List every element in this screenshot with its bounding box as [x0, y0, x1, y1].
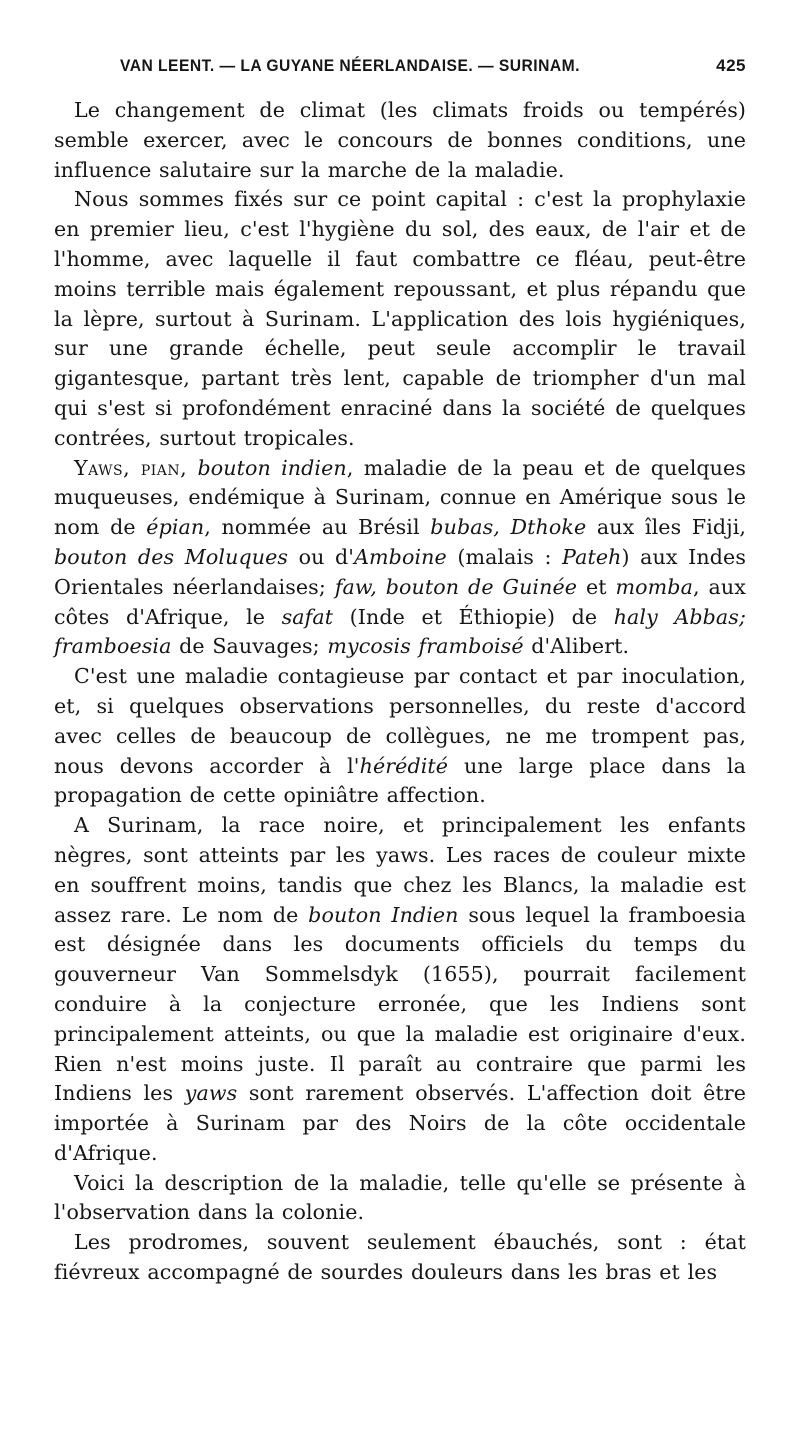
- term-bouton-indien: bouton indien: [197, 455, 347, 480]
- running-title: VAN LEENT. — LA GUYANE NÉERLANDAISE. — SURINAM.: [120, 56, 580, 75]
- term-yaws-pian: Yaws, pian,: [74, 455, 188, 480]
- paragraph-description-intro: Voici la description de la maladie, telle qu'elle se présente à l'observation dans la colonie.: [54, 1170, 746, 1225]
- running-head: [120, 56, 746, 96]
- body-text: [54, 96, 746, 1288]
- paragraph-contagion: C'est une maladie contagieuse par contact et par inoculation, et, si quelques observations personnelles, du reste d'accord avec celles de beaucoup de collègues, ne me trompent pas, nous devons accorder à l'hérédité une large place dans la propagation de cette opiniâtre affection.: [54, 664, 746, 808]
- book-page: [54, 56, 746, 1288]
- paragraph-prodromes: Les prodromes, souvent seulement ébauchés, sont : état fiévreux accompagné de sourdes douleurs dans les bras et les: [54, 1230, 746, 1285]
- paragraph-prophylaxis: Nous sommes fixés sur ce point capital : c'est la prophylaxie en premier lieu, c'est l'hygiène du sol, des eaux, de l'air et de l'homme, avec laquelle il faut combattre ce fléau, peut-être moins terrible mais également repoussant, et plus répandu que la lèpre, surtout à Surinam. L'application des lois hygiéniques, sur une grande échelle, peut seule accomplir le travail gigantesque, partant très lent, capable de triompher d'un mal qui s'est si profondément enraciné dans la société de quelques contrées, surtout tropicales.: [54, 187, 746, 450]
- page-number: 425: [716, 56, 746, 75]
- paragraph-yaws-names: Yaws, pian, bouton indien, maladie de la peau et de quelques muqueuses, endémique à Surinam, connue en Amérique sous le nom de épian, nommée au Brésil bubas, Dthoke aux îles Fidji, bouton des Moluques ou d'Amboine (malais : Pateh) aux Indes Orientales néerlandaises; faw, bouton de Guinée et momba, aux côtes d'Afrique, le safat (Inde et Éthiopie) de haly Abbas; framboesia de Sauvages; mycosis framboisé d'Alibert.: [54, 455, 747, 659]
- paragraph-climate: Le changement de climat (les climats froids ou tempérés) semble exercer, avec le concours de bonnes conditions, une influence salutaire sur la marche de la maladie.: [54, 98, 746, 182]
- paragraph-surinam-races: A Surinam, la race noire, et principalement les enfants nègres, sont atteints par les yaws. Les races de couleur mixte en souffrent moins, tandis que chez les Blancs, la maladie est assez rare. Le nom de bouton Indien sous lequel la framboesia est désignée dans les documents officiels du temps du gouverneur Van Sommelsdyk (1655), pourrait facilement conduire à la conjecture erronée, que les Indiens sont principalement atteints, ou que la maladie est originaire d'eux. Rien n'est moins juste. Il paraît au contraire que parmi les Indiens les yaws sont rarement observés. L'affection doit être importée à Surinam par des Noirs de la côte occidentale d'Afrique.: [54, 813, 747, 1165]
